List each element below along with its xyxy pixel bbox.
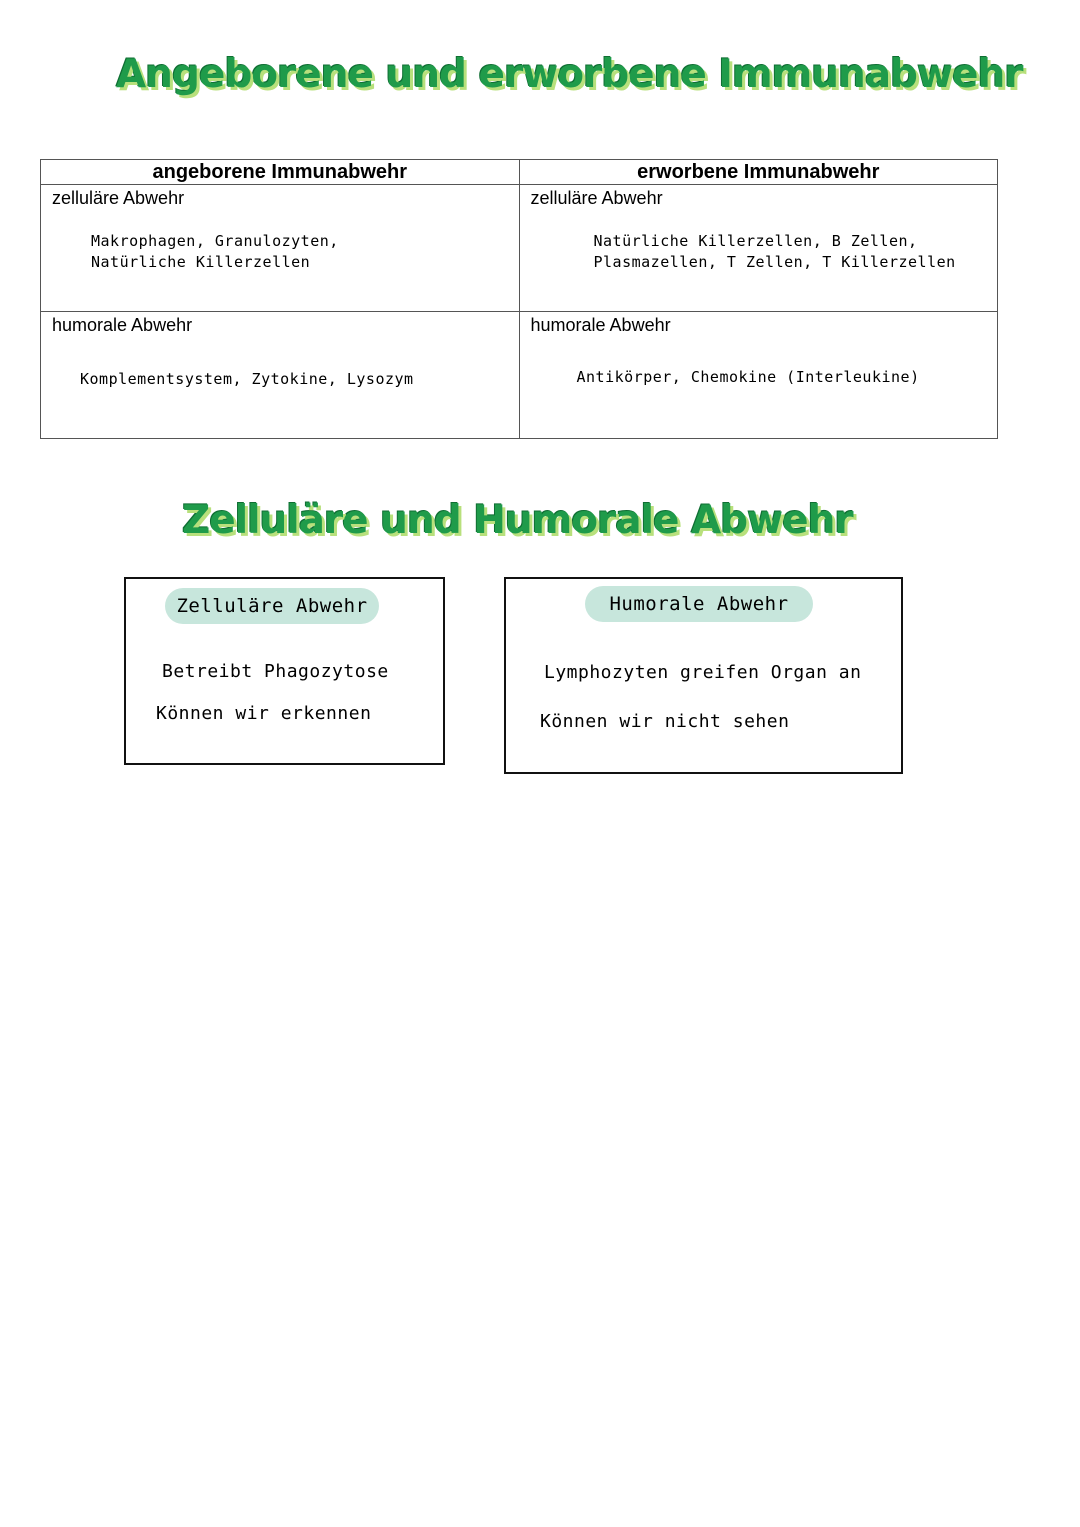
humoral-box: [504, 577, 903, 774]
immune-comparison-table: [40, 159, 998, 439]
row-label: zelluläre Abwehr: [52, 188, 185, 208]
cell-line: Makrophagen, Granulozyten,: [91, 232, 339, 250]
main-title: Angeborene und erworbene Immunabwehr: [116, 52, 1023, 97]
box-heading: Zelluläre Abwehr: [165, 588, 379, 624]
box-heading: Humorale Abwehr: [585, 586, 813, 622]
cell-erworben-humoral: [519, 312, 998, 439]
cell-content: [594, 231, 956, 273]
header-angeboren: angeborene Immunabwehr: [41, 160, 520, 185]
box-line: Lymphozyten greifen Organ an: [544, 662, 862, 683]
cell-angeboren-zellulaer: [41, 185, 520, 312]
zellulaer-box: [124, 577, 445, 765]
box-line: Können wir erkennen: [156, 703, 372, 724]
cell-line: Antikörper, Chemokine (Interleukine): [576, 368, 920, 386]
box-line: Betreibt Phagozytose: [162, 661, 389, 682]
row-label: zelluläre Abwehr: [530, 188, 663, 208]
section-title: Zelluläre und Humorale Abwehr: [182, 498, 853, 543]
header-erworben: erworbene Immunabwehr: [519, 160, 998, 185]
cell-content: [80, 369, 414, 390]
box-line: Können wir nicht sehen: [540, 711, 790, 732]
cell-angeboren-humoral: [41, 312, 520, 439]
cell-content: [91, 231, 339, 273]
cell-line: Natürliche Killerzellen, B Zellen,: [593, 232, 918, 250]
cell-line: Plasmazellen, T Zellen, T Killerzellen: [593, 253, 956, 271]
cell-line: Komplementsystem, Zytokine, Lysozym: [80, 370, 414, 388]
cell-content: [577, 367, 920, 388]
cell-line: Natürliche Killerzellen: [91, 253, 311, 271]
row-label: humorale Abwehr: [530, 315, 671, 335]
row-label: humorale Abwehr: [52, 315, 193, 335]
cell-erworben-zellulaer: [519, 185, 998, 312]
